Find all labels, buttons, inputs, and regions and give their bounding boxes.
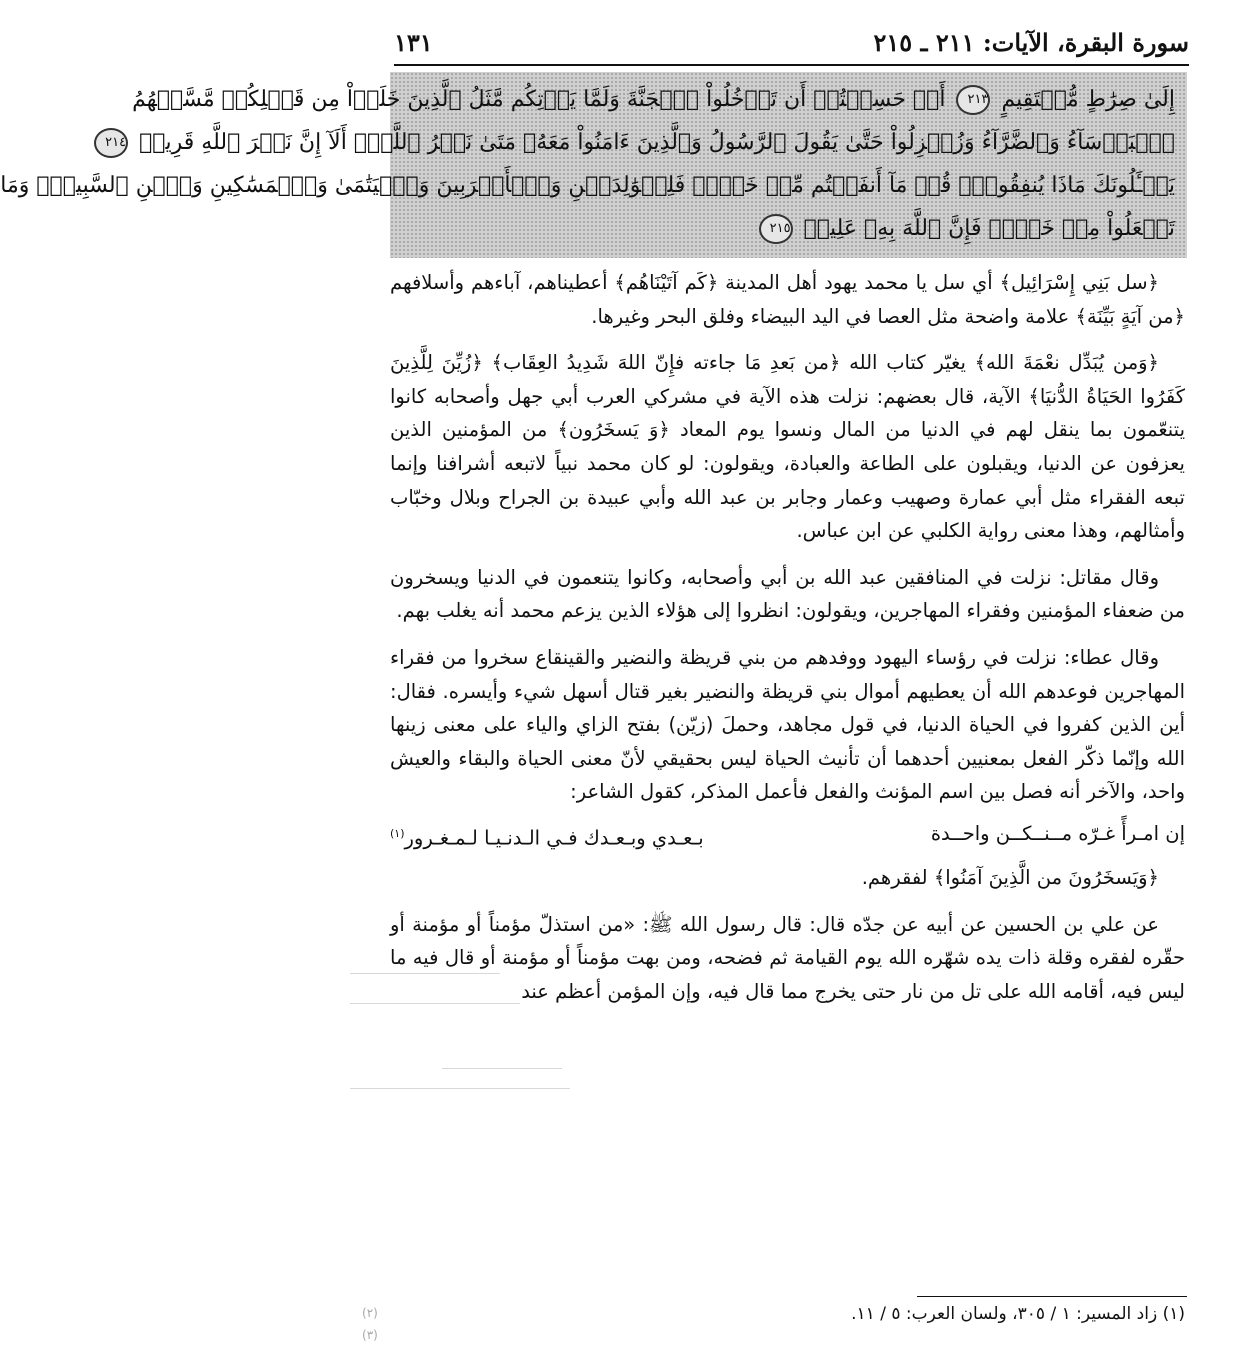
quran-text: يَسۡـَٔلُونَكَ مَاذَا يُنفِقُونَۖ قُلۡ مَآ أَنفَقۡتُم مِّنۡ خَيۡرٖ فَلِلۡوَٰلِدَيۡنِ وَٱلۡأَقۡرَبِينَ وَٱلۡيَتَٰمَىٰ وَٱلۡمَسَٰكِينِ وَٱبۡنِ ٱلسَّبِيلِۗ وَمَا [0,173,1175,198]
quran-text: أَمۡ حَسِبۡتُمۡ أَن تَدۡخُلُواْ ٱلۡجَنَّةَ وَلَمَّا يَأۡتِكُم مَّثَلُ ٱلَّذِينَ خَلَوۡاْ مِن قَبۡلِكُمۖ مَّسَّتۡهُمُ [132,87,946,112]
paragraph: ﴿وَيَسخَرُونَ من الَّذِينَ آمَنُوا﴾ لفقرهم. [861,866,1159,889]
header-divider [394,64,1189,66]
margin-handwriting [362,1302,378,1346]
verse-second-hemistich [390,817,704,855]
commentary-body [390,266,1185,1021]
quran-line [132,78,1175,121]
quran-line [0,164,1175,207]
margin-note: (٢) [362,1306,378,1320]
margin-scribble [350,955,500,974]
ayah-number-marker: ٢١٤ [94,128,128,158]
paragraph: وقال مقاتل: نزلت في المنافقين عبد الله بن أبي وأصحابه، وكانوا يتنعمون في الدنيا ويسخرون من ضعفاء المؤمنين وفقراء المهاجرين، ويقولون: انظروا إلى هؤلاء الذين يزعم محمد أنه يغلب بهم. [390,565,1185,623]
ayah-number-marker: ٢١٥ [759,214,793,244]
page-number: ١٣١ [394,27,433,57]
margin-scribble [350,985,520,1004]
surah-title: سورة البقرة، الآيات: ٢١١ ـ ٢١٥ [873,27,1189,57]
quran-line [402,207,1175,250]
quran-text: ٱلۡبَأۡسَآءُ وَٱلضَّرَّآءُ وَزُلۡزِلُواْ حَتَّىٰ يَقُولَ ٱلرَّسُولُ وَٱلَّذِينَ ءَامَنُواْ مَعَهُۥ مَتَىٰ نَصۡرُ ٱللَّهِۗ أَلَآ إِنَّ نَصۡرَ ٱللَّهِ قَرِيبٞ [139,130,1175,155]
paragraph-text: وأسلافهم ﴿من آيَةٍ بَيِّنَة﴾ علامة واضحة مثل العصا في اليد البيضاء وفلق البحر وغيرها. [390,271,1185,328]
paragraph: وقال عطاء: نزلت في رؤساء اليهود ووفدهم من بني قريظة والنضير والقينقاع سخروا من فقراء المهاجرين فوعدهم الله أن يعطيهم أموال بني قريظة والنضير بغير قتال أسهل شيء وأيسره. فقال: أين الذين كفروا في الحياة الدنيا، في قول مجاهد، وحملَ (زيّن) بفتح الزاي والياء على معنى زينها الله وإنّما ذكّر الفعل بمعنيين أحدهما أن تأنيث الحياة ليس بحقيقي لأنّ معنى الحياة والبقاء والعيش واحد، والآخر أنه فصل بين اسم المؤنث والفعل فأعمل المذكر، كقول الشاعر: [390,645,1185,804]
verse-second-text: بـعـدي وبـعـدك فـي الـدنـيـا لـمـغـرور [404,826,704,850]
footnote-marker: (١) [390,826,405,840]
margin-scribble [442,1050,562,1069]
paragraph: ﴿وَمن يُبَدِّل نعْمَةَ الله﴾ يغيّر كتاب الله ﴿من بَعدِ مَا جاءته فإِنّ اللهَ شَدِيدُ العِقَاب﴾ ﴿زُيِّنَ لِلَّذِينَ كَفَرُوا الحَيَاةُ الدُّنيَا﴾ الآية، قال بعضهم: نزلت هذه الآية في مشركي العرب أبي جهل وأصحابه كانوا يتنعّمون بما ينقل لهم في الدنيا من المال ونسوا يوم المعاد ﴿وَ يَسخَرُون﴾ من المؤمنين الذين يعزفون عن الدنيا، ويقبلون على الطاعة والعبادة، ويقولون: لو كان محمد نبياً لاتبعه أشرافنا وإنما تبعه الفقراء مثل أبي عمارة وصهيب وعمار وجابر بن عبد الله وأبي عبيدة بن الجراح وبلال وخبّاب وأمثالهم، وهذا معنى رواية الكلبي عن ابن عباس. [390,351,1185,543]
margin-scribble [350,1070,570,1089]
footnote-divider [917,1296,1187,1297]
margin-note: (٣) [362,1328,378,1342]
ayah-number-marker: ٢١٣ [956,85,990,115]
page-header [394,22,1189,62]
poetry-verse [390,817,1185,855]
paragraph [390,266,1185,333]
verse-first-hemistich: إن امـرأً غـرّه مــنــكــن واحــدة [930,821,1185,845]
paragraph: عن علي بن الحسين عن أبيه عن جدّه قال: قال رسول الله ﷺ: «من استذلّ مؤمناً أو مؤمنة أو حقّره لفقره وقلة ذات يده شهّره الله يوم القيامة ثم فضحه، ومن بهت مؤمناً أو مؤمنة أو قال فيه ما ليس فيه، أقامه الله على تل من نار حتى يخرج مما قال فيه، وإن المؤمن أعظم عند [390,912,1185,1003]
quran-line [105,121,1175,164]
quran-text: إِلَىٰ صِرَٰطٍ مُّسۡتَقِيمٍ [1001,87,1175,112]
quran-text-box [0,72,1187,258]
quran-text: تَفۡعَلُواْ مِنۡ خَيۡرٖ فَإِنَّ ٱللَّهَ بِهِۦ عَلِيمٞ [803,216,1175,241]
footnote: (١) زاد المسير: ١ / ٣٠٥، ولسان العرب: ٥ / ١١. [851,1304,1185,1324]
paragraph-text: ﴿سل بَنِي إِسْرَائِيل﴾ أي سل يا محمد يهود أهل المدينة ﴿كَم آتَيْنَاهُم﴾ أعطيناهم، آباءهم [471,271,1159,294]
